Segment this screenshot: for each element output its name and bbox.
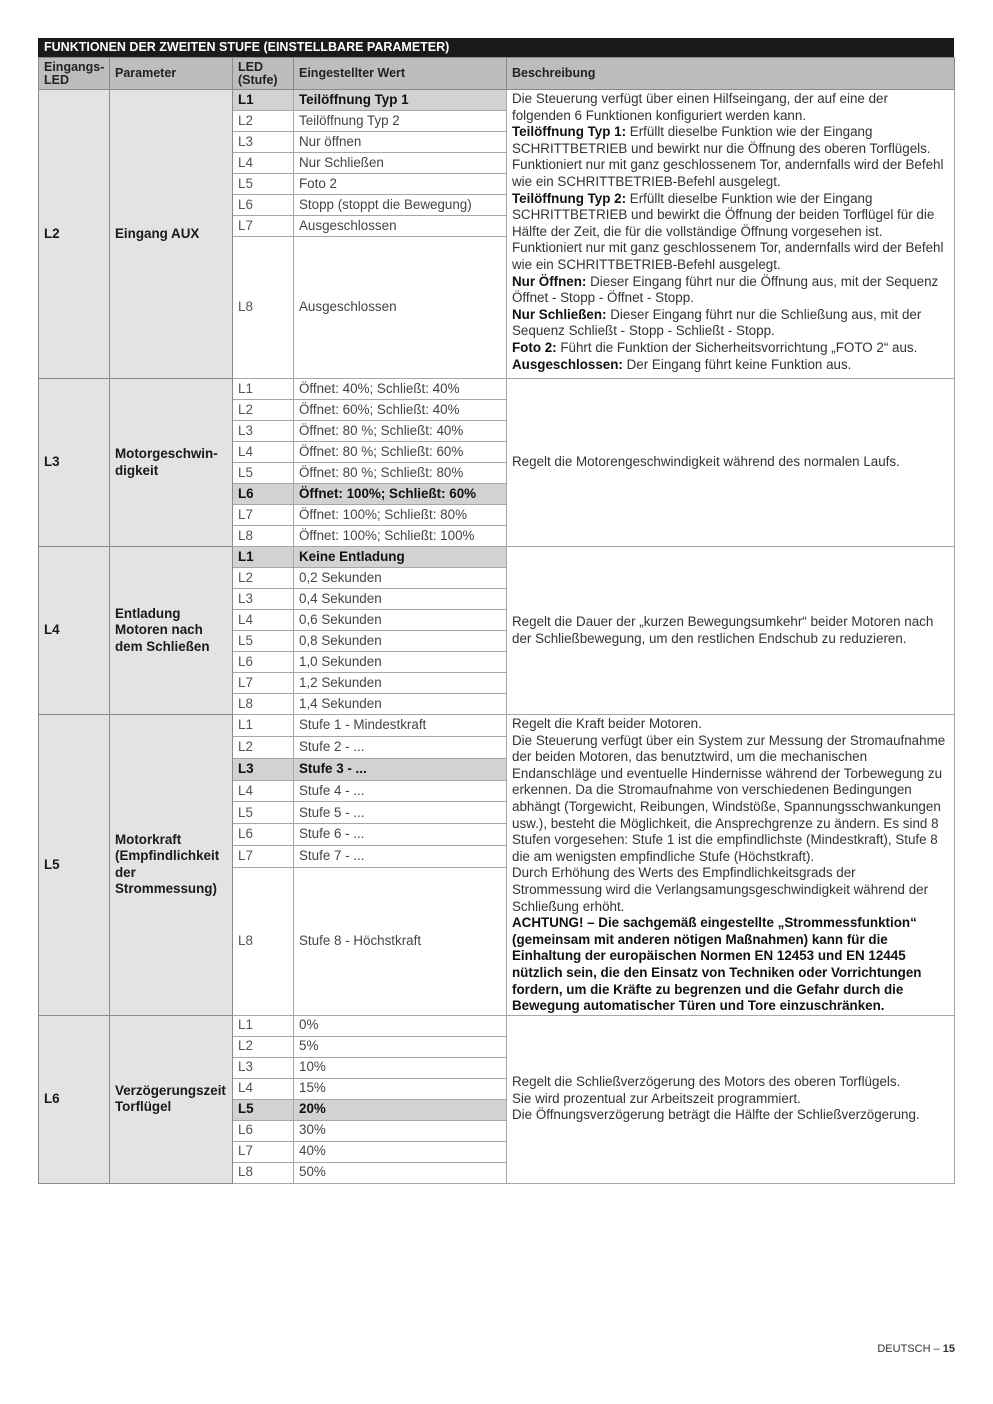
table-row	[39, 715, 955, 737]
value-cell: 0,8 Sekunden	[294, 631, 507, 652]
level-cell: L8	[233, 694, 294, 715]
level-cell: L1	[233, 1015, 294, 1036]
desc-text: Die Steuerung verfügt über ein System zur Messung der Stromaufnahme der beiden Motoren, das benutztwird, um die mechanischen Endanschläge und eventuelle Hindernisse während der Torbewegung zu erkennen. Da die Stromaufnahme von verschiedenen Bedingungen abhängt (Torgewicht, Reibungen, Windstöße, Spannungsschwankungen usw.), besteht die Möglichkeit, die Ansprechgrenze zu ändern. Es sind 8 Stufen vorgesehen: Stufe 1 ist die empfindlichste (Mindestkraft), Stufe 8 die am wenigsten empfindliche Stufe (Höchstkraft).	[512, 732, 946, 864]
value-cell: Öffnet: 80 %; Schließt: 80%	[294, 463, 507, 484]
desc-text: Sie wird prozentual zur Arbeitszeit programmiert.	[512, 1090, 801, 1106]
description-cell	[507, 90, 955, 379]
level-cell: L2	[233, 736, 294, 758]
level-cell: L6	[233, 824, 294, 846]
description-cell: Regelt die Motorengeschwindigkeit während des normalen Laufs.	[507, 379, 955, 547]
led-input-cell: L5	[39, 715, 110, 1016]
header-description: Beschreibung	[507, 58, 955, 90]
desc-label: Ausgeschlossen:	[512, 356, 623, 372]
desc-label: Nur Schließen:	[512, 306, 607, 322]
value-cell: Stufe 6 - ...	[294, 824, 507, 846]
value-cell: 30%	[294, 1120, 507, 1141]
level-cell: L1	[233, 547, 294, 568]
level-cell: L3	[233, 589, 294, 610]
desc-text: Erfüllt dieselbe Funktion wie der Eingang SCHRITTBETRIEB und bewirkt nur die Öffnung des oberen Torflügels. Funktioniert nur mit ganz geschlossenem Tor, andernfalls wird der Befehl wie ein SCHRITTBETRIEB-Befehl ausgelegt.	[512, 124, 944, 189]
led-input-cell: L4	[39, 547, 110, 715]
table-title: FUNKTIONEN DER ZWEITEN STUFE (EINSTELLBARE PARAMETER)	[38, 38, 954, 57]
desc-text: Regelt die Schließverzögerung des Motors des oberen Torflügels.	[512, 1074, 901, 1090]
level-cell: L7	[233, 216, 294, 237]
level-cell: L1	[233, 379, 294, 400]
level-cell: L7	[233, 1141, 294, 1162]
value-cell: Stufe 8 - Höchstkraft	[294, 867, 507, 1015]
value-cell: 1,4 Sekunden	[294, 694, 507, 715]
header-led-input: Eingangs-LED	[39, 58, 110, 90]
desc-warning: ACHTUNG! – Die sachgemäß eingestellte „Strommessfunktion“ (gemeinsam mit anderen nötigen Maßnahmen) kann für die Einhaltung der europäischen Normen EN 12453 und EN 12445 nützlich sein, die den Einsatz von Techniken oder Vorrichtungen fordern, um die Kräfte zu begrenzen und die Gefahr durch die Bewegung automatischer Türen und Tore einzuschränken.	[512, 915, 922, 1014]
value-cell: Stufe 5 - ...	[294, 802, 507, 824]
value-cell: Teilöffnung Typ 2	[294, 111, 507, 132]
level-cell: L6	[233, 484, 294, 505]
value-cell: Nur Schließen	[294, 153, 507, 174]
footer-language: DEUTSCH –	[877, 1343, 943, 1355]
parameter-cell: Motorkraft (Empfindlichkeit der Strommessung)	[110, 715, 233, 1016]
level-cell: L7	[233, 846, 294, 868]
level-cell: L2	[233, 111, 294, 132]
desc-text: Dieser Eingang führt nur die Öffnung aus, mit der Sequenz Öffnet - Stopp - Öffnet - Stopp.	[512, 273, 939, 306]
value-cell: Ausgeschlossen	[294, 237, 507, 379]
desc-text: Erfüllt dieselbe Funktion wie der Eingang SCHRITTBETRIEB und bewirkt die Öffnung der beiden Torflügel für die Hälfte der Zeit, die für die vollständige Öffnung vorgesehen ist. Funktioniert nur mit ganz geschlossenem Tor, andernfalls wird der Befehl wie ein SCHRITTBETRIEB-Befehl ausgelegt.	[512, 190, 944, 272]
level-cell: L2	[233, 400, 294, 421]
value-cell: Öffnet: 100%; Schließt: 80%	[294, 505, 507, 526]
value-cell: Foto 2	[294, 174, 507, 195]
value-cell: Ausgeschlossen	[294, 216, 507, 237]
value-cell: Keine Entladung	[294, 547, 507, 568]
desc-label: Teilöffnung Typ 2:	[512, 190, 627, 206]
description-cell	[507, 1015, 955, 1183]
value-cell: Teilöffnung Typ 1	[294, 90, 507, 111]
value-cell: Öffnet: 100%; Schließt: 60%	[294, 484, 507, 505]
level-cell: L4	[233, 610, 294, 631]
parameter-cell: Entladung Motoren nach dem Schließen	[110, 547, 233, 715]
level-cell: L7	[233, 505, 294, 526]
value-cell: 0%	[294, 1015, 507, 1036]
desc-label: Teilöffnung Typ 1:	[512, 124, 627, 140]
value-cell: 1,2 Sekunden	[294, 673, 507, 694]
page-content	[38, 38, 954, 1184]
level-cell: L3	[233, 132, 294, 153]
desc-intro: Die Steuerung verfügt über einen Hilfseingang, der auf eine der folgenden 6 Funktionen konfiguriert werden kann.	[512, 91, 888, 123]
value-cell: 15%	[294, 1078, 507, 1099]
desc-label: Foto 2:	[512, 339, 557, 355]
desc-text: Dieser Eingang führt nur die Schließung aus, mit der Sequenz Schließt - Stopp - Schließt - Stopp.	[512, 306, 922, 339]
level-cell: L1	[233, 90, 294, 111]
level-cell: L4	[233, 780, 294, 802]
page-number: 15	[942, 1343, 955, 1355]
value-cell: Stufe 4 - ...	[294, 780, 507, 802]
level-cell: L7	[233, 673, 294, 694]
table-header-row	[39, 58, 955, 90]
value-cell: 0,2 Sekunden	[294, 568, 507, 589]
desc-text: Die Öffnungsverzögerung beträgt die Hälfte der Schließverzögerung.	[512, 1107, 920, 1123]
value-cell: Öffnet: 40%; Schließt: 40%	[294, 379, 507, 400]
level-cell: L8	[233, 237, 294, 379]
description-cell	[507, 715, 955, 1016]
level-cell: L5	[233, 802, 294, 824]
value-cell: Öffnet: 80 %; Schließt: 40%	[294, 421, 507, 442]
value-cell: 1,0 Sekunden	[294, 652, 507, 673]
level-cell: L2	[233, 568, 294, 589]
table-row	[39, 547, 955, 568]
level-cell: L5	[233, 174, 294, 195]
parameter-cell: Verzögerungszeit Torflügel	[110, 1015, 233, 1183]
value-cell: Öffnet: 80 %; Schließt: 60%	[294, 442, 507, 463]
value-cell: 20%	[294, 1099, 507, 1120]
level-cell: L4	[233, 153, 294, 174]
desc-text: Der Eingang führt keine Funktion aus.	[622, 356, 852, 372]
led-input-cell: L6	[39, 1015, 110, 1183]
level-cell: L3	[233, 421, 294, 442]
page-footer	[877, 1343, 955, 1355]
table-row	[39, 1015, 955, 1036]
level-cell: L8	[233, 526, 294, 547]
led-input-cell: L3	[39, 379, 110, 547]
value-cell: Stufe 7 - ...	[294, 846, 507, 868]
header-value: Eingestellter Wert	[294, 58, 507, 90]
description-cell: Regelt die Dauer der „kurzen Bewegungsumkehr“ beider Motoren nach der Schließbewegung, um den restlichen Endschub zu reduzieren.	[507, 547, 955, 715]
level-cell: L8	[233, 1162, 294, 1183]
level-cell: L2	[233, 1036, 294, 1057]
level-cell: L3	[233, 758, 294, 780]
value-cell: Nur öffnen	[294, 132, 507, 153]
level-cell: L5	[233, 463, 294, 484]
level-cell: L6	[233, 652, 294, 673]
desc-label: Nur Öffnen:	[512, 273, 587, 289]
desc-text: Führt die Funktion der Sicherheitsvorrichtung „FOTO 2“ aus.	[556, 339, 918, 355]
level-cell: L1	[233, 715, 294, 737]
level-cell: L4	[233, 442, 294, 463]
value-cell: Stufe 3 - ...	[294, 758, 507, 780]
table-row	[39, 90, 955, 111]
value-cell: Stufe 1 - Mindestkraft	[294, 715, 507, 737]
table-row	[39, 379, 955, 400]
value-cell: 0,6 Sekunden	[294, 610, 507, 631]
led-input-cell: L2	[39, 90, 110, 379]
parameter-cell: Eingang AUX	[110, 90, 233, 379]
value-cell: 10%	[294, 1057, 507, 1078]
value-cell: 5%	[294, 1036, 507, 1057]
level-cell: L5	[233, 631, 294, 652]
desc-text: Durch Erhöhung des Werts des Empfindlichkeitsgrads der Strommessung wird die Verlangsamungsgeschwindigkeit während der Schließung erhöht.	[512, 865, 929, 914]
level-cell: L6	[233, 1120, 294, 1141]
level-cell: L4	[233, 1078, 294, 1099]
value-cell: 0,4 Sekunden	[294, 589, 507, 610]
value-cell: Öffnet: 60%; Schließt: 40%	[294, 400, 507, 421]
value-cell: Stopp (stoppt die Bewegung)	[294, 195, 507, 216]
parameter-cell: Motorgeschwin-digkeit	[110, 379, 233, 547]
level-cell: L8	[233, 867, 294, 1015]
value-cell: Öffnet: 100%; Schließt: 100%	[294, 526, 507, 547]
parameter-table	[38, 57, 955, 1184]
value-cell: 40%	[294, 1141, 507, 1162]
header-parameter: Parameter	[110, 58, 233, 90]
value-cell: 50%	[294, 1162, 507, 1183]
level-cell: L5	[233, 1099, 294, 1120]
header-led-level: LED (Stufe)	[233, 58, 294, 90]
desc-text: Regelt die Kraft beider Motoren.	[512, 716, 702, 731]
level-cell: L3	[233, 1057, 294, 1078]
value-cell: Stufe 2 - ...	[294, 736, 507, 758]
level-cell: L6	[233, 195, 294, 216]
